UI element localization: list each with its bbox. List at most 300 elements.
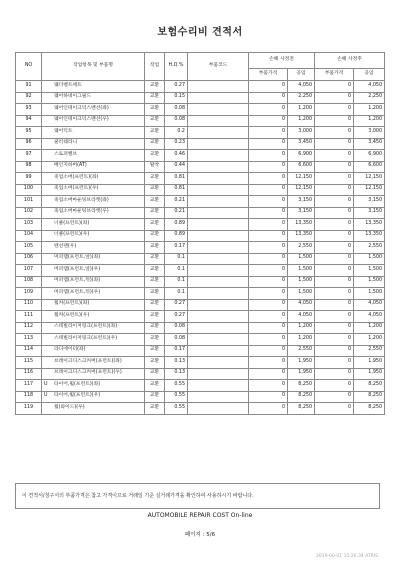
item-name: 휠커(프런트)(우) (54, 312, 90, 318)
cell-labor-after: 8,250 (354, 380, 385, 392)
cell-price-before: 0 (249, 380, 288, 392)
cell-labor-after: 1,200 (354, 115, 385, 127)
cell-price-after: 0 (315, 161, 354, 173)
cell-part-code (188, 92, 249, 104)
cell-no: 93 (16, 104, 42, 116)
cell-item (42, 115, 145, 127)
cell-labor-after: 2,550 (354, 345, 385, 357)
cell-price-after: 0 (315, 115, 354, 127)
cell-no: 105 (16, 242, 42, 254)
cell-work: 교환 (145, 230, 165, 242)
cell-item (42, 368, 145, 380)
cell-price-after: 0 (315, 184, 354, 196)
cell-labor-before: 1,500 (288, 253, 315, 265)
cell-labor-after: 2,550 (354, 242, 385, 254)
cell-work: 교환 (145, 150, 165, 162)
cell-price-after: 0 (315, 368, 354, 380)
cell-price-before: 0 (249, 311, 288, 323)
cell-hours: 0.1 (165, 265, 188, 277)
header-price-before: 부품가격 (249, 69, 288, 81)
table-row (16, 207, 385, 219)
cell-work: 교환 (145, 322, 165, 334)
table-row (16, 150, 385, 162)
cell-labor-after: 6,900 (354, 150, 385, 162)
cell-no: 97 (16, 150, 42, 162)
cell-item (42, 288, 145, 300)
item-name: 쿨러쉐라니 (54, 140, 78, 146)
item-name: 스토퍼밸브 (54, 151, 78, 157)
cell-price-before: 0 (249, 288, 288, 300)
item-name: 휠(와이드)(우) (54, 404, 85, 410)
estimate-table (15, 52, 385, 415)
cell-part-code (188, 138, 249, 150)
cell-item (42, 242, 145, 254)
item-name: 머퍼랩(프런트,앞)(좌) (54, 255, 101, 261)
cell-labor-before: 3,150 (288, 207, 315, 219)
cell-labor-after: 1,950 (354, 368, 385, 380)
cell-item (42, 150, 145, 162)
table-row (16, 230, 385, 242)
cell-no: 95 (16, 127, 42, 139)
cell-no: 113 (16, 334, 42, 346)
cell-work: 교환 (145, 357, 165, 369)
cell-labor-after: 1,200 (354, 334, 385, 346)
cell-labor-after: 2,250 (354, 92, 385, 104)
cell-hours: 0.81 (165, 184, 188, 196)
cell-price-before: 0 (249, 334, 288, 346)
cell-price-after: 0 (315, 150, 354, 162)
cell-labor-after: 8,250 (354, 391, 385, 403)
cell-item (42, 161, 145, 173)
item-name: 스테빌라이저링크(프런트)(우) (54, 335, 118, 341)
cell-price-before: 0 (249, 368, 288, 380)
cell-hours: 0.15 (165, 92, 188, 104)
cell-hours: 0.81 (165, 173, 188, 185)
item-name: 죽업소버(프런트)(우) (54, 186, 99, 192)
cell-labor-after: 6,600 (354, 161, 385, 173)
cell-price-before: 0 (249, 403, 288, 415)
cell-price-after: 0 (315, 288, 354, 300)
cell-labor-after: 4,050 (354, 81, 385, 93)
cell-part-code (188, 207, 249, 219)
header-labor-before: 공임 (288, 69, 315, 81)
cell-item (42, 92, 145, 104)
item-name: 웨어하네이그필드 (54, 94, 92, 100)
cell-hours: 0.13 (165, 357, 188, 369)
cell-labor-before: 1,200 (288, 104, 315, 116)
cell-item (42, 219, 145, 231)
cell-labor-before: 2,550 (288, 242, 315, 254)
cell-part-code (188, 391, 249, 403)
cell-labor-before: 1,500 (288, 288, 315, 300)
table-row (16, 92, 385, 104)
cell-price-before: 0 (249, 230, 288, 242)
table-row (16, 253, 385, 265)
item-name: 죽업소버마운팅브라켓(우) (54, 209, 109, 215)
table-row (16, 196, 385, 208)
cell-hours: 0.1 (165, 288, 188, 300)
table-row (16, 391, 385, 403)
cell-labor-before: 2,250 (288, 92, 315, 104)
cell-item (42, 81, 145, 93)
item-name: 라디에이터(좌) (54, 347, 86, 353)
item-name: 배인지하버(AT) (54, 163, 87, 169)
cell-labor-after: 13,350 (354, 230, 385, 242)
cell-price-before: 0 (249, 219, 288, 231)
cell-part-code (188, 184, 249, 196)
cell-labor-after: 1,500 (354, 253, 385, 265)
item-name: 텐션랜(우) (54, 243, 77, 249)
cell-no: 102 (16, 207, 42, 219)
table-row (16, 357, 385, 369)
cell-price-before: 0 (249, 127, 288, 139)
cell-price-after: 0 (315, 299, 354, 311)
page-number: 페이지 : 5/6 (184, 532, 216, 538)
cell-item (42, 138, 145, 150)
cell-hours: 0.55 (165, 380, 188, 392)
cell-part-code (188, 380, 249, 392)
cell-price-after: 0 (315, 345, 354, 357)
table-row (16, 265, 385, 277)
disclaimer-note: 이 견적서/청구서의 부품가격은 참고 가격이므로 거래일 기준 실거래가격을 확인하여 사용하시기 바랍니다. (15, 483, 380, 509)
cell-work: 교환 (145, 92, 165, 104)
item-name: 웨더벨트세트 (54, 82, 82, 88)
cell-no: 91 (16, 81, 42, 93)
cell-hours: 0.08 (165, 322, 188, 334)
item-name: 타이어,휠(프런트)(우) (54, 393, 101, 399)
cell-work: 교환 (145, 265, 165, 277)
table-row (16, 81, 385, 93)
cell-price-before: 0 (249, 299, 288, 311)
cell-part-code (188, 276, 249, 288)
cell-labor-before: 8,250 (288, 403, 315, 415)
cell-work: 교환 (145, 115, 165, 127)
table-row (16, 403, 385, 415)
cell-price-before: 0 (249, 357, 288, 369)
cell-labor-before: 4,050 (288, 311, 315, 323)
cell-no: 108 (16, 276, 42, 288)
item-name: 머퍼랩(프런트,앞)(우) (54, 266, 101, 272)
cell-labor-before: 4,050 (288, 299, 315, 311)
cell-price-after: 0 (315, 104, 354, 116)
cell-part-code (188, 345, 249, 357)
cell-labor-after: 1,950 (354, 357, 385, 369)
cell-work: 교환 (145, 253, 165, 265)
table-row (16, 334, 385, 346)
table-row (16, 219, 385, 231)
table-row (16, 138, 385, 150)
cell-price-before: 0 (249, 253, 288, 265)
cell-work: 교환 (145, 207, 165, 219)
cell-item (42, 173, 145, 185)
header-before-assessment: 손해 사정전 (249, 53, 315, 69)
cell-labor-before: 6,600 (288, 161, 315, 173)
cell-item (42, 184, 145, 196)
cell-no: 94 (16, 115, 42, 127)
cell-price-before: 0 (249, 207, 288, 219)
item-prefix: U (44, 381, 48, 387)
cell-part-code (188, 311, 249, 323)
cell-no: 107 (16, 265, 42, 277)
cell-price-before: 0 (249, 173, 288, 185)
cell-item (42, 311, 145, 323)
cell-labor-after: 1,200 (354, 104, 385, 116)
cell-item (42, 104, 145, 116)
cell-no: 116 (16, 368, 42, 380)
cell-part-code (188, 173, 249, 185)
cell-item (42, 322, 145, 334)
cell-price-after: 0 (315, 253, 354, 265)
cell-work: 교환 (145, 81, 165, 93)
cell-price-after: 0 (315, 276, 354, 288)
cell-hours: 0.89 (165, 230, 188, 242)
cell-work: 교환 (145, 138, 165, 150)
cell-labor-after: 3,150 (354, 207, 385, 219)
cell-labor-after: 1,500 (354, 265, 385, 277)
cell-no: 118 (16, 391, 42, 403)
cell-hours: 0.1 (165, 253, 188, 265)
cell-price-before: 0 (249, 265, 288, 277)
header-labor-after: 공임 (354, 69, 385, 81)
item-name: 너클(프런트)(좌) (54, 220, 90, 226)
cell-item (42, 276, 145, 288)
cell-price-after: 0 (315, 380, 354, 392)
cell-labor-before: 8,250 (288, 391, 315, 403)
cell-work: 교환 (145, 276, 165, 288)
item-name: 웨어인테이크덕스밴선(좌) (54, 105, 109, 111)
cell-hours: 0.08 (165, 334, 188, 346)
cell-work: 교환 (145, 334, 165, 346)
cell-price-before: 0 (249, 161, 288, 173)
cell-labor-after: 8,250 (354, 403, 385, 415)
cell-labor-before: 12,150 (288, 173, 315, 185)
cell-part-code (188, 81, 249, 93)
cell-item (42, 207, 145, 219)
print-timestamp: 2019-00-01 15:26:34 ATRIS (315, 554, 378, 559)
cell-labor-before: 1,950 (288, 368, 315, 380)
cell-part-code (188, 127, 249, 139)
cell-item (42, 380, 145, 392)
cell-price-after: 0 (315, 173, 354, 185)
cell-part-code (188, 150, 249, 162)
cell-labor-before: 1,950 (288, 357, 315, 369)
cell-no: 92 (16, 92, 42, 104)
table-row (16, 345, 385, 357)
cell-price-after: 0 (315, 207, 354, 219)
cell-work: 교환 (145, 391, 165, 403)
cell-hours: 0.27 (165, 81, 188, 93)
cell-part-code (188, 242, 249, 254)
cell-part-code (188, 299, 249, 311)
cell-no: 100 (16, 184, 42, 196)
cell-part-code (188, 334, 249, 346)
cell-no: 115 (16, 357, 42, 369)
cell-labor-after: 1,500 (354, 288, 385, 300)
cell-labor-after: 13,350 (354, 219, 385, 231)
table-row (16, 184, 385, 196)
cell-work: 교환 (145, 380, 165, 392)
cell-price-after: 0 (315, 219, 354, 231)
cell-price-after: 0 (315, 127, 354, 139)
cell-no: 103 (16, 219, 42, 231)
cell-labor-before: 4,050 (288, 81, 315, 93)
item-name: 죽업소버(프런트)(좌) (54, 174, 99, 180)
cell-no: 112 (16, 322, 42, 334)
cell-price-before: 0 (249, 92, 288, 104)
cell-price-before: 0 (249, 104, 288, 116)
cell-work: 탈착 (145, 161, 165, 173)
cell-work: 교환 (145, 368, 165, 380)
cell-part-code (188, 265, 249, 277)
table-body (16, 81, 385, 415)
item-prefix: U (44, 393, 48, 399)
cell-item (42, 230, 145, 242)
cell-hours: 0.89 (165, 219, 188, 231)
cell-price-after: 0 (315, 138, 354, 150)
cell-labor-before: 8,250 (288, 380, 315, 392)
cell-item (42, 196, 145, 208)
cell-price-before: 0 (249, 196, 288, 208)
cell-work: 교환 (145, 288, 165, 300)
header-item: 작업항목 및 부품명 (42, 53, 145, 81)
table-row (16, 173, 385, 185)
cell-no: 101 (16, 196, 42, 208)
cell-item (42, 127, 145, 139)
item-name: 스테빌라이저링크(프런트)(좌) (54, 324, 118, 330)
cell-item (42, 253, 145, 265)
item-name: 타이어,휠(프런트)(좌) (54, 381, 101, 387)
cell-price-before: 0 (249, 115, 288, 127)
cell-price-after: 0 (315, 242, 354, 254)
table-row (16, 276, 385, 288)
table-row (16, 115, 385, 127)
cell-price-before: 0 (249, 150, 288, 162)
cell-hours: 0.23 (165, 138, 188, 150)
cell-hours: 0.08 (165, 104, 188, 116)
cell-price-after: 0 (315, 322, 354, 334)
cell-no: 117 (16, 380, 42, 392)
item-name: 브레이크디스크커버(프런트)(우) (54, 370, 122, 376)
cell-hours: 0.17 (165, 345, 188, 357)
cell-hours: 0.21 (165, 196, 188, 208)
cell-price-after: 0 (315, 230, 354, 242)
cell-work: 교환 (145, 184, 165, 196)
cell-labor-before: 3,150 (288, 196, 315, 208)
document-title: 보험수리비 견적서 (157, 27, 243, 38)
table-row (16, 127, 385, 139)
cell-price-after: 0 (315, 92, 354, 104)
cell-no: 114 (16, 345, 42, 357)
cell-hours: 0.55 (165, 403, 188, 415)
cell-item (42, 403, 145, 415)
cell-item (42, 265, 145, 277)
cell-labor-before: 13,350 (288, 219, 315, 231)
cell-price-after: 0 (315, 81, 354, 93)
cell-price-before: 0 (249, 322, 288, 334)
cell-labor-before: 13,350 (288, 230, 315, 242)
cell-work: 교환 (145, 127, 165, 139)
cell-part-code (188, 368, 249, 380)
cell-part-code (188, 253, 249, 265)
cell-hours: 0.46 (165, 150, 188, 162)
cell-item (42, 334, 145, 346)
item-name: 죽업소버마운팅브라켓(좌) (54, 197, 109, 203)
cell-no: 109 (16, 288, 42, 300)
cell-no: 110 (16, 299, 42, 311)
cell-labor-after: 4,050 (354, 299, 385, 311)
cell-no: 104 (16, 230, 42, 242)
header-price-after: 부품가격 (315, 69, 354, 81)
cell-labor-before: 1,500 (288, 265, 315, 277)
cell-labor-before: 3,450 (288, 138, 315, 150)
cell-price-before: 0 (249, 391, 288, 403)
cell-part-code (188, 322, 249, 334)
cell-work: 교환 (145, 299, 165, 311)
cell-labor-after: 3,000 (354, 127, 385, 139)
cell-price-before: 0 (249, 276, 288, 288)
cell-part-code (188, 403, 249, 415)
item-name: 웨어인테이크덕스밴선(우) (54, 117, 109, 123)
cell-labor-before: 2,550 (288, 345, 315, 357)
cell-item (42, 391, 145, 403)
cell-hours: 0.2 (165, 127, 188, 139)
cell-price-after: 0 (315, 357, 354, 369)
cell-work: 교환 (145, 219, 165, 231)
header-work: 작업 (145, 53, 165, 81)
cell-price-before: 0 (249, 138, 288, 150)
cell-work: 교환 (145, 242, 165, 254)
header-part-code: 부품코드 (188, 53, 249, 81)
cell-part-code (188, 219, 249, 231)
cell-hours: 0.17 (165, 242, 188, 254)
item-name: 브레이크디스크커버(프런트)(좌) (54, 358, 122, 364)
cell-price-before: 0 (249, 242, 288, 254)
table-row (16, 322, 385, 334)
cell-price-after: 0 (315, 403, 354, 415)
cell-work: 교환 (145, 104, 165, 116)
cell-labor-after: 1,200 (354, 322, 385, 334)
cell-part-code (188, 357, 249, 369)
cell-part-code (188, 196, 249, 208)
cell-labor-before: 1,500 (288, 276, 315, 288)
cell-price-after: 0 (315, 391, 354, 403)
cell-hours: 0.13 (165, 368, 188, 380)
cell-hours: 0.08 (165, 115, 188, 127)
cell-labor-after: 1,500 (354, 276, 385, 288)
table-row (16, 368, 385, 380)
cell-item (42, 345, 145, 357)
table-row (16, 380, 385, 392)
footer-brand: AUTOMOBILE REPAIR COST On-line (147, 512, 253, 519)
cell-price-before: 0 (249, 345, 288, 357)
item-name: 휠커(프런트)(좌) (54, 301, 90, 307)
cell-work: 교환 (145, 345, 165, 357)
cell-no: 106 (16, 253, 42, 265)
item-name: 머퍼랩(프런트,뒤)(우) (54, 289, 101, 295)
cell-labor-before: 3,000 (288, 127, 315, 139)
item-name: 머퍼랩(프런트,뒤)(좌) (54, 278, 101, 284)
cell-no: 96 (16, 138, 42, 150)
cell-part-code (188, 288, 249, 300)
cell-hours: 0.27 (165, 299, 188, 311)
cell-no: 98 (16, 161, 42, 173)
cell-labor-before: 6,900 (288, 150, 315, 162)
cell-labor-before: 1,200 (288, 334, 315, 346)
table-row (16, 311, 385, 323)
cell-hours: 0.27 (165, 311, 188, 323)
cell-work: 교환 (145, 173, 165, 185)
table-row (16, 288, 385, 300)
